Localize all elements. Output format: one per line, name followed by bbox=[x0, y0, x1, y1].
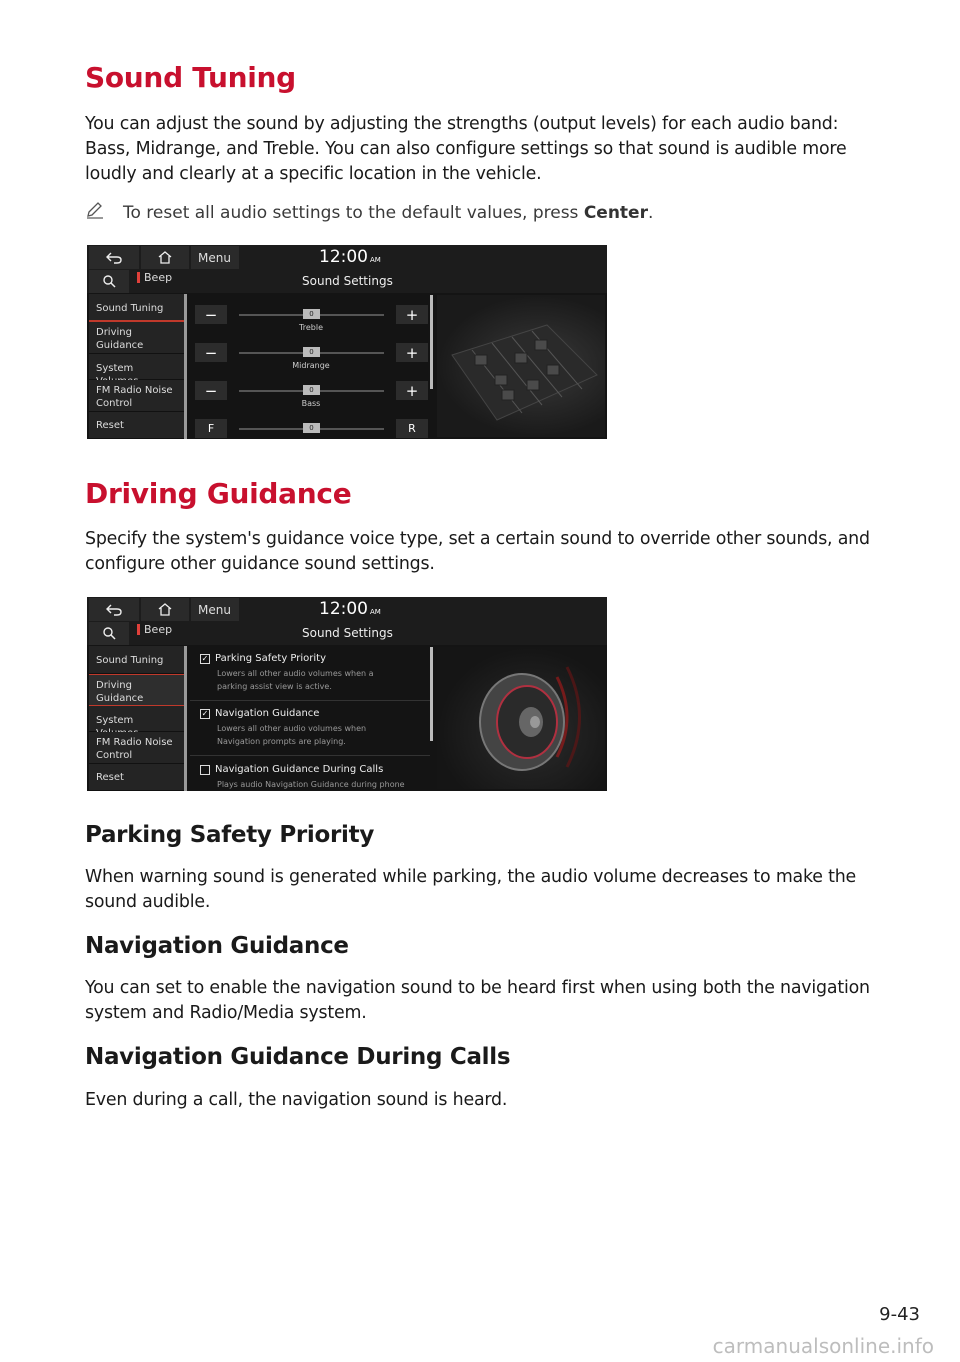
sidebar-divider bbox=[184, 294, 187, 439]
beep-label: Beep bbox=[144, 623, 173, 636]
midrange-minus-button[interactable]: − bbox=[195, 343, 227, 362]
driving-guidance-description: Specify the system's guidance voice type, set a certain sound to override other sounds, and configure other guidance sound settings. bbox=[85, 529, 870, 574]
option-title: Navigation Guidance bbox=[215, 708, 320, 719]
reset-note bbox=[85, 201, 653, 224]
beep-marker-icon bbox=[137, 272, 140, 283]
sound-settings-screen-tuning bbox=[87, 245, 607, 439]
screen-title: Sound Settings bbox=[302, 274, 393, 288]
section-title-driving-guidance: Driving Guidance bbox=[85, 477, 352, 510]
section-title-sound-tuning: Sound Tuning bbox=[85, 61, 296, 94]
treble-label: Treble bbox=[299, 323, 323, 332]
search-icon bbox=[103, 275, 116, 288]
beep-marker-icon bbox=[137, 624, 140, 635]
subsection-title-navigation-guidance-calls: Navigation Guidance During Calls bbox=[85, 1044, 511, 1070]
option-title: Parking Safety Priority bbox=[215, 653, 327, 664]
sound-settings-screen-guidance bbox=[87, 597, 607, 791]
screen-title: Sound Settings bbox=[302, 626, 393, 640]
home-button[interactable] bbox=[141, 598, 189, 621]
fader-rear-button[interactable]: R bbox=[396, 419, 428, 438]
sound-tuning-description: You can adjust the sound by adjusting the strengths (output levels) for each audio band: Bass, Midrange, and Treble. You can also configure settings so that sound is audible more loudly and clearly at a specific location in the vehicle. bbox=[85, 114, 847, 184]
sidebar-item-system-volumes[interactable]: System bbox=[89, 354, 184, 380]
scrollbar[interactable] bbox=[430, 295, 433, 389]
back-arrow-icon bbox=[105, 604, 123, 616]
note-text: To reset all audio settings to the default values, press bbox=[123, 202, 584, 223]
fader-value[interactable]: 0 bbox=[303, 423, 320, 433]
navigation-guidance-calls-description: Even during a call, the navigation sound is heard. bbox=[85, 1090, 508, 1110]
option-desc: Lowers all other audio volumes when a bbox=[217, 669, 374, 678]
search-button[interactable] bbox=[89, 622, 129, 645]
sidebar-item-reset[interactable]: Reset bbox=[89, 764, 184, 791]
home-icon bbox=[158, 603, 172, 616]
bass-plus-button[interactable]: + bbox=[396, 381, 428, 400]
checkbox-checked-icon[interactable]: ✓ bbox=[201, 653, 209, 663]
equalizer-illustration bbox=[437, 295, 605, 437]
option-desc: Lowers all other audio volumes when bbox=[217, 724, 367, 733]
back-arrow-icon bbox=[105, 252, 123, 264]
option-divider bbox=[190, 700, 430, 701]
clock-time: 12:00 bbox=[319, 599, 368, 619]
sidebar-divider bbox=[184, 646, 187, 791]
settings-sidebar bbox=[89, 646, 184, 791]
back-button[interactable] bbox=[89, 246, 139, 269]
page-number: 9-43 bbox=[879, 1304, 920, 1325]
option-divider bbox=[190, 755, 430, 756]
sidebar-item-system-volumes[interactable]: System bbox=[89, 706, 184, 732]
back-button[interactable] bbox=[89, 598, 139, 621]
navigation-guidance-description: You can set to enable the navigation sound to be heard first when using both the navigation system and Radio/Media system. bbox=[85, 978, 870, 1023]
beep-label: Beep bbox=[144, 271, 173, 284]
checkbox-unchecked-icon[interactable] bbox=[200, 765, 210, 775]
midrange-label: Midrange bbox=[292, 361, 330, 370]
menu-button[interactable]: Menu bbox=[191, 598, 239, 621]
search-button[interactable] bbox=[89, 270, 129, 293]
fader-front-button[interactable]: F bbox=[195, 419, 227, 438]
menu-button[interactable]: Menu bbox=[191, 246, 239, 269]
treble-minus-button[interactable]: − bbox=[195, 305, 227, 324]
bass-minus-button[interactable]: − bbox=[195, 381, 227, 400]
clock-ampm: AM bbox=[370, 256, 381, 264]
checkbox-checked-icon[interactable]: ✓ bbox=[201, 708, 209, 718]
sidebar-item-driving-guidance[interactable]: Driving Guidance bbox=[89, 322, 184, 354]
treble-value[interactable]: 0 bbox=[303, 309, 320, 319]
option-desc: Navigation prompts are playing. bbox=[217, 737, 346, 746]
home-icon bbox=[158, 251, 172, 264]
watermark: carmanualsonline.info bbox=[712, 1334, 934, 1358]
sidebar-item-sound-tuning[interactable]: Sound Tuning bbox=[89, 646, 184, 674]
search-icon bbox=[103, 627, 116, 640]
bass-label: Bass bbox=[301, 399, 321, 408]
option-desc: Plays audio Navigation Guidance during phone bbox=[217, 780, 405, 789]
sidebar-item-reset[interactable]: Reset bbox=[89, 412, 184, 439]
note-suffix: . bbox=[647, 202, 654, 223]
sidebar-item-sound-tuning[interactable]: Sound Tuning bbox=[89, 294, 184, 322]
note-center-keyword: Center bbox=[583, 202, 648, 223]
midrange-plus-button[interactable]: + bbox=[396, 343, 428, 362]
clock-ampm: AM bbox=[370, 608, 381, 616]
treble-plus-button[interactable]: + bbox=[396, 305, 428, 324]
sidebar-item-driving-guidance[interactable]: Driving Guidance bbox=[89, 674, 184, 706]
settings-sidebar bbox=[89, 294, 184, 439]
midrange-value[interactable]: 0 bbox=[303, 347, 320, 357]
clock bbox=[319, 599, 381, 619]
clock bbox=[319, 247, 381, 267]
beep-indicator[interactable] bbox=[137, 271, 172, 284]
subsection-title-parking-safety: Parking Safety Priority bbox=[85, 822, 375, 848]
note-pencil-icon bbox=[85, 201, 105, 224]
option-title: Navigation Guidance During Calls bbox=[215, 764, 384, 775]
sidebar-item-fm-radio-noise[interactable]: FM Radio Noise Control bbox=[89, 380, 184, 412]
sidebar-item-fm-radio-noise[interactable]: FM Radio Noise Control bbox=[89, 732, 184, 764]
option-parking-safety-priority[interactable] bbox=[200, 653, 430, 693]
home-button[interactable] bbox=[141, 246, 189, 269]
bass-value[interactable]: 0 bbox=[303, 385, 320, 395]
option-navigation-guidance-during-calls[interactable] bbox=[200, 764, 430, 791]
clock-time: 12:00 bbox=[319, 247, 368, 267]
parking-safety-description: When warning sound is generated while parking, the audio volume decreases to make the sound audible. bbox=[85, 867, 857, 912]
option-desc: parking assist view is active. bbox=[217, 682, 332, 691]
scrollbar[interactable] bbox=[430, 647, 433, 741]
speaker-illustration bbox=[437, 647, 605, 789]
option-navigation-guidance[interactable] bbox=[200, 708, 430, 748]
beep-indicator[interactable] bbox=[137, 623, 172, 636]
subsection-title-navigation-guidance: Navigation Guidance bbox=[85, 933, 349, 959]
